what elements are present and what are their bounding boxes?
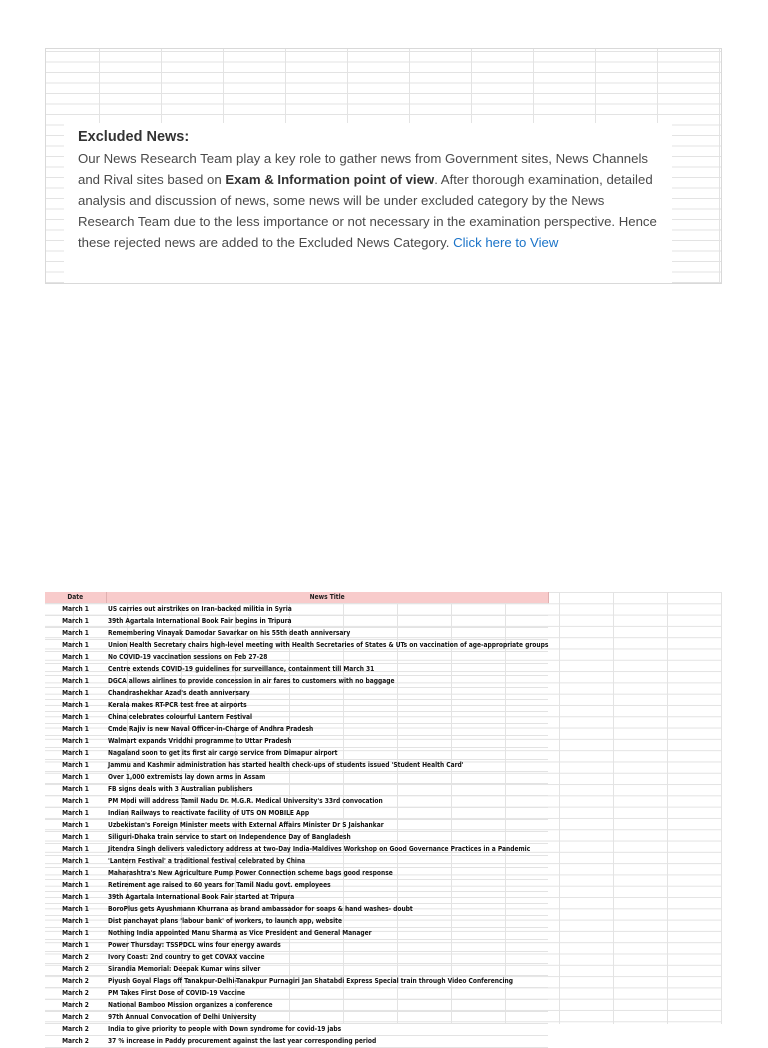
row-date: March 1 [45, 700, 106, 712]
row-date: March 1 [45, 712, 106, 724]
row-date: March 1 [45, 664, 106, 676]
row-date: March 1 [45, 928, 106, 940]
row-news-title: Indian Railways to reactivate facility of UTS ON MOBILE App [106, 808, 548, 820]
row-date: March 1 [45, 808, 106, 820]
excluded-news-title: Excluded News: [78, 129, 190, 145]
table-row [45, 604, 548, 616]
row-date: March 1 [45, 640, 106, 652]
table-row [45, 832, 548, 844]
row-news-title: Kerala makes RT-PCR test free at airports [106, 700, 548, 712]
top-spreadsheet [45, 48, 722, 284]
table-row [45, 664, 548, 676]
table-row [45, 928, 548, 940]
row-date: March 1 [45, 880, 106, 892]
row-news-title: Jammu and Kashmir administration has started health check-ups of students issued 'Student Health Card' [106, 760, 548, 772]
row-date: March 1 [45, 628, 106, 640]
row-news-title: Walmart expands Vriddhi programme to Uttar Pradesh [106, 736, 548, 748]
row-date: March 2 [45, 952, 106, 964]
row-date: March 1 [45, 676, 106, 688]
row-date: March 2 [45, 1036, 106, 1048]
description-bold: Exam & Information point of view [225, 172, 435, 187]
row-news-title: 37 % increase in Paddy procurement against the last year corresponding period [106, 1036, 548, 1048]
table-row [45, 1024, 548, 1036]
description-part-1: Our News Research Team play a key role to gather news from Government sites, News Channels and Rival sites based on [78, 151, 648, 187]
row-date: March 2 [45, 988, 106, 1000]
table-row [45, 856, 548, 868]
table-row [45, 712, 548, 724]
table-row [45, 892, 548, 904]
row-news-title: 97th Annual Convocation of Delhi University [106, 1012, 548, 1024]
table-row [45, 952, 548, 964]
row-date: March 1 [45, 856, 106, 868]
table-row [45, 688, 548, 700]
news-table-body [45, 604, 548, 1048]
date-column-header: Date [45, 592, 106, 604]
table-row [45, 916, 548, 928]
row-date: March 2 [45, 1000, 106, 1012]
header-row [45, 592, 548, 604]
table-row [45, 652, 548, 664]
row-date: March 1 [45, 832, 106, 844]
table-row [45, 940, 548, 952]
news-table [45, 592, 549, 1048]
row-news-title: Remembering Vinayak Damodar Savarkar on his 55th death anniversary [106, 628, 548, 640]
row-news-title: Centre extends COVID-19 guidelines for surveillance, containment till March 31 [106, 664, 548, 676]
row-date: March 1 [45, 724, 106, 736]
table-row [45, 844, 548, 856]
row-date: March 2 [45, 964, 106, 976]
row-date: March 1 [45, 868, 106, 880]
table-row [45, 748, 548, 760]
excluded-news-description [78, 148, 658, 253]
row-news-title: Retirement age raised to 60 years for Tamil Nadu govt. employees [106, 880, 548, 892]
row-date: March 2 [45, 976, 106, 988]
row-news-title: Over 1,000 extremists lay down arms in Assam [106, 772, 548, 784]
table-row [45, 784, 548, 796]
table-row [45, 676, 548, 688]
table-row [45, 640, 548, 652]
row-news-title: 39th Agartala International Book Fair started at Tripura [106, 892, 548, 904]
news-spreadsheet [45, 592, 722, 1045]
row-news-title: Sirandia Memorial: Deepak Kumar wins silver [106, 964, 548, 976]
table-row [45, 772, 548, 784]
table-row [45, 976, 548, 988]
table-row [45, 1012, 548, 1024]
table-row [45, 880, 548, 892]
row-date: March 1 [45, 760, 106, 772]
row-date: March 1 [45, 820, 106, 832]
row-news-title: Uzbekistan's Foreign Minister meets with External Affairs Minister Dr S Jaishankar [106, 820, 548, 832]
row-date: March 1 [45, 688, 106, 700]
table-row [45, 820, 548, 832]
table-row [45, 760, 548, 772]
table-row [45, 628, 548, 640]
row-date: March 1 [45, 736, 106, 748]
row-news-title: FB signs deals with 3 Australian publishers [106, 784, 548, 796]
row-date: March 2 [45, 1024, 106, 1036]
row-date: March 1 [45, 916, 106, 928]
row-date: March 1 [45, 616, 106, 628]
table-row [45, 1036, 548, 1048]
news-title-column-header: News Title [106, 592, 548, 604]
row-news-title: National Bamboo Mission organizes a conference [106, 1000, 548, 1012]
row-news-title: DGCA allows airlines to provide concession in air fares to customers with no baggage [106, 676, 548, 688]
row-news-title: 'Lantern Festival' a traditional festival celebrated by China [106, 856, 548, 868]
table-row [45, 700, 548, 712]
row-news-title: Siliguri-Dhaka train service to start on Independence Day of Bangladesh [106, 832, 548, 844]
table-row [45, 868, 548, 880]
row-date: March 1 [45, 892, 106, 904]
row-news-title: Nagaland soon to get its first air cargo service from Dimapur airport [106, 748, 548, 760]
row-news-title: Dist panchayat plans 'labour bank' of workers, to launch app, website [106, 916, 548, 928]
row-date: March 1 [45, 784, 106, 796]
row-news-title: China celebrates colourful Lantern Festival [106, 712, 548, 724]
row-news-title: PM Modi will address Tamil Nadu Dr. M.G.R. Medical University's 33rd convocation [106, 796, 548, 808]
row-news-title: Maharashtra's New Agriculture Pump Power Connection scheme bags good response [106, 868, 548, 880]
click-here-link[interactable]: Click here to View [453, 235, 559, 250]
row-news-title: India to give priority to people with Down syndrome for covid-19 jabs [106, 1024, 548, 1036]
table-row [45, 616, 548, 628]
row-news-title: 39th Agartala International Book Fair begins in Tripura [106, 616, 548, 628]
table-row [45, 808, 548, 820]
row-date: March 1 [45, 652, 106, 664]
table-row [45, 1000, 548, 1012]
row-news-title: Nothing India appointed Manu Sharma as Vice President and General Manager [106, 928, 548, 940]
row-news-title: Power Thursday: TSSPDCL wins four energy awards [106, 940, 548, 952]
row-news-title: No COVID-19 vaccination sessions on Feb 27-28 [106, 652, 548, 664]
row-news-title: US carries out airstrikes on Iran-backed militia in Syria [106, 604, 548, 616]
row-news-title: Jitendra Singh delivers valedictory address at two-Day India-Maldives Workshop on Good Governance Practices in a Pandemic [106, 844, 548, 856]
table-row [45, 796, 548, 808]
table-row [45, 724, 548, 736]
table-row [45, 736, 548, 748]
row-news-title: Union Health Secretary chairs high-level meeting with Health Secretaries of States & UTs on vaccination of age-appropriate groups [106, 640, 548, 652]
row-news-title: Piyush Goyal Flags off Tanakpur-Delhi-Tanakpur Purnagiri Jan Shatabdi Express Special train through Video Conferencing [106, 976, 548, 988]
table-row [45, 964, 548, 976]
row-news-title: Cmde Rajiv is new Naval Officer-in-Charge of Andhra Pradesh [106, 724, 548, 736]
excluded-news-box [64, 123, 672, 283]
table-row [45, 988, 548, 1000]
table-row [45, 904, 548, 916]
row-news-title: Chandrashekhar Azad's death anniversary [106, 688, 548, 700]
row-date: March 1 [45, 772, 106, 784]
row-news-title: PM Takes First Dose of COVID-19 Vaccine [106, 988, 548, 1000]
row-news-title: BoroPlus gets Ayushmann Khurrana as brand ambassador for soaps & hand washes- doubt [106, 904, 548, 916]
row-date: March 1 [45, 748, 106, 760]
row-date: March 1 [45, 604, 106, 616]
row-news-title: Ivory Coast: 2nd country to get COVAX vaccine [106, 952, 548, 964]
row-date: March 2 [45, 1012, 106, 1024]
description-part-2: . After thorough examination, detailed analysis and discussion of news, some news will be under excluded category by the News Research Team due to the less importance or not necessary in the examination perspective. Hence these rejected news are added to the Excluded News Category. [78, 172, 657, 250]
row-date: March 1 [45, 844, 106, 856]
row-date: March 1 [45, 904, 106, 916]
row-date: March 1 [45, 940, 106, 952]
row-date: March 1 [45, 796, 106, 808]
